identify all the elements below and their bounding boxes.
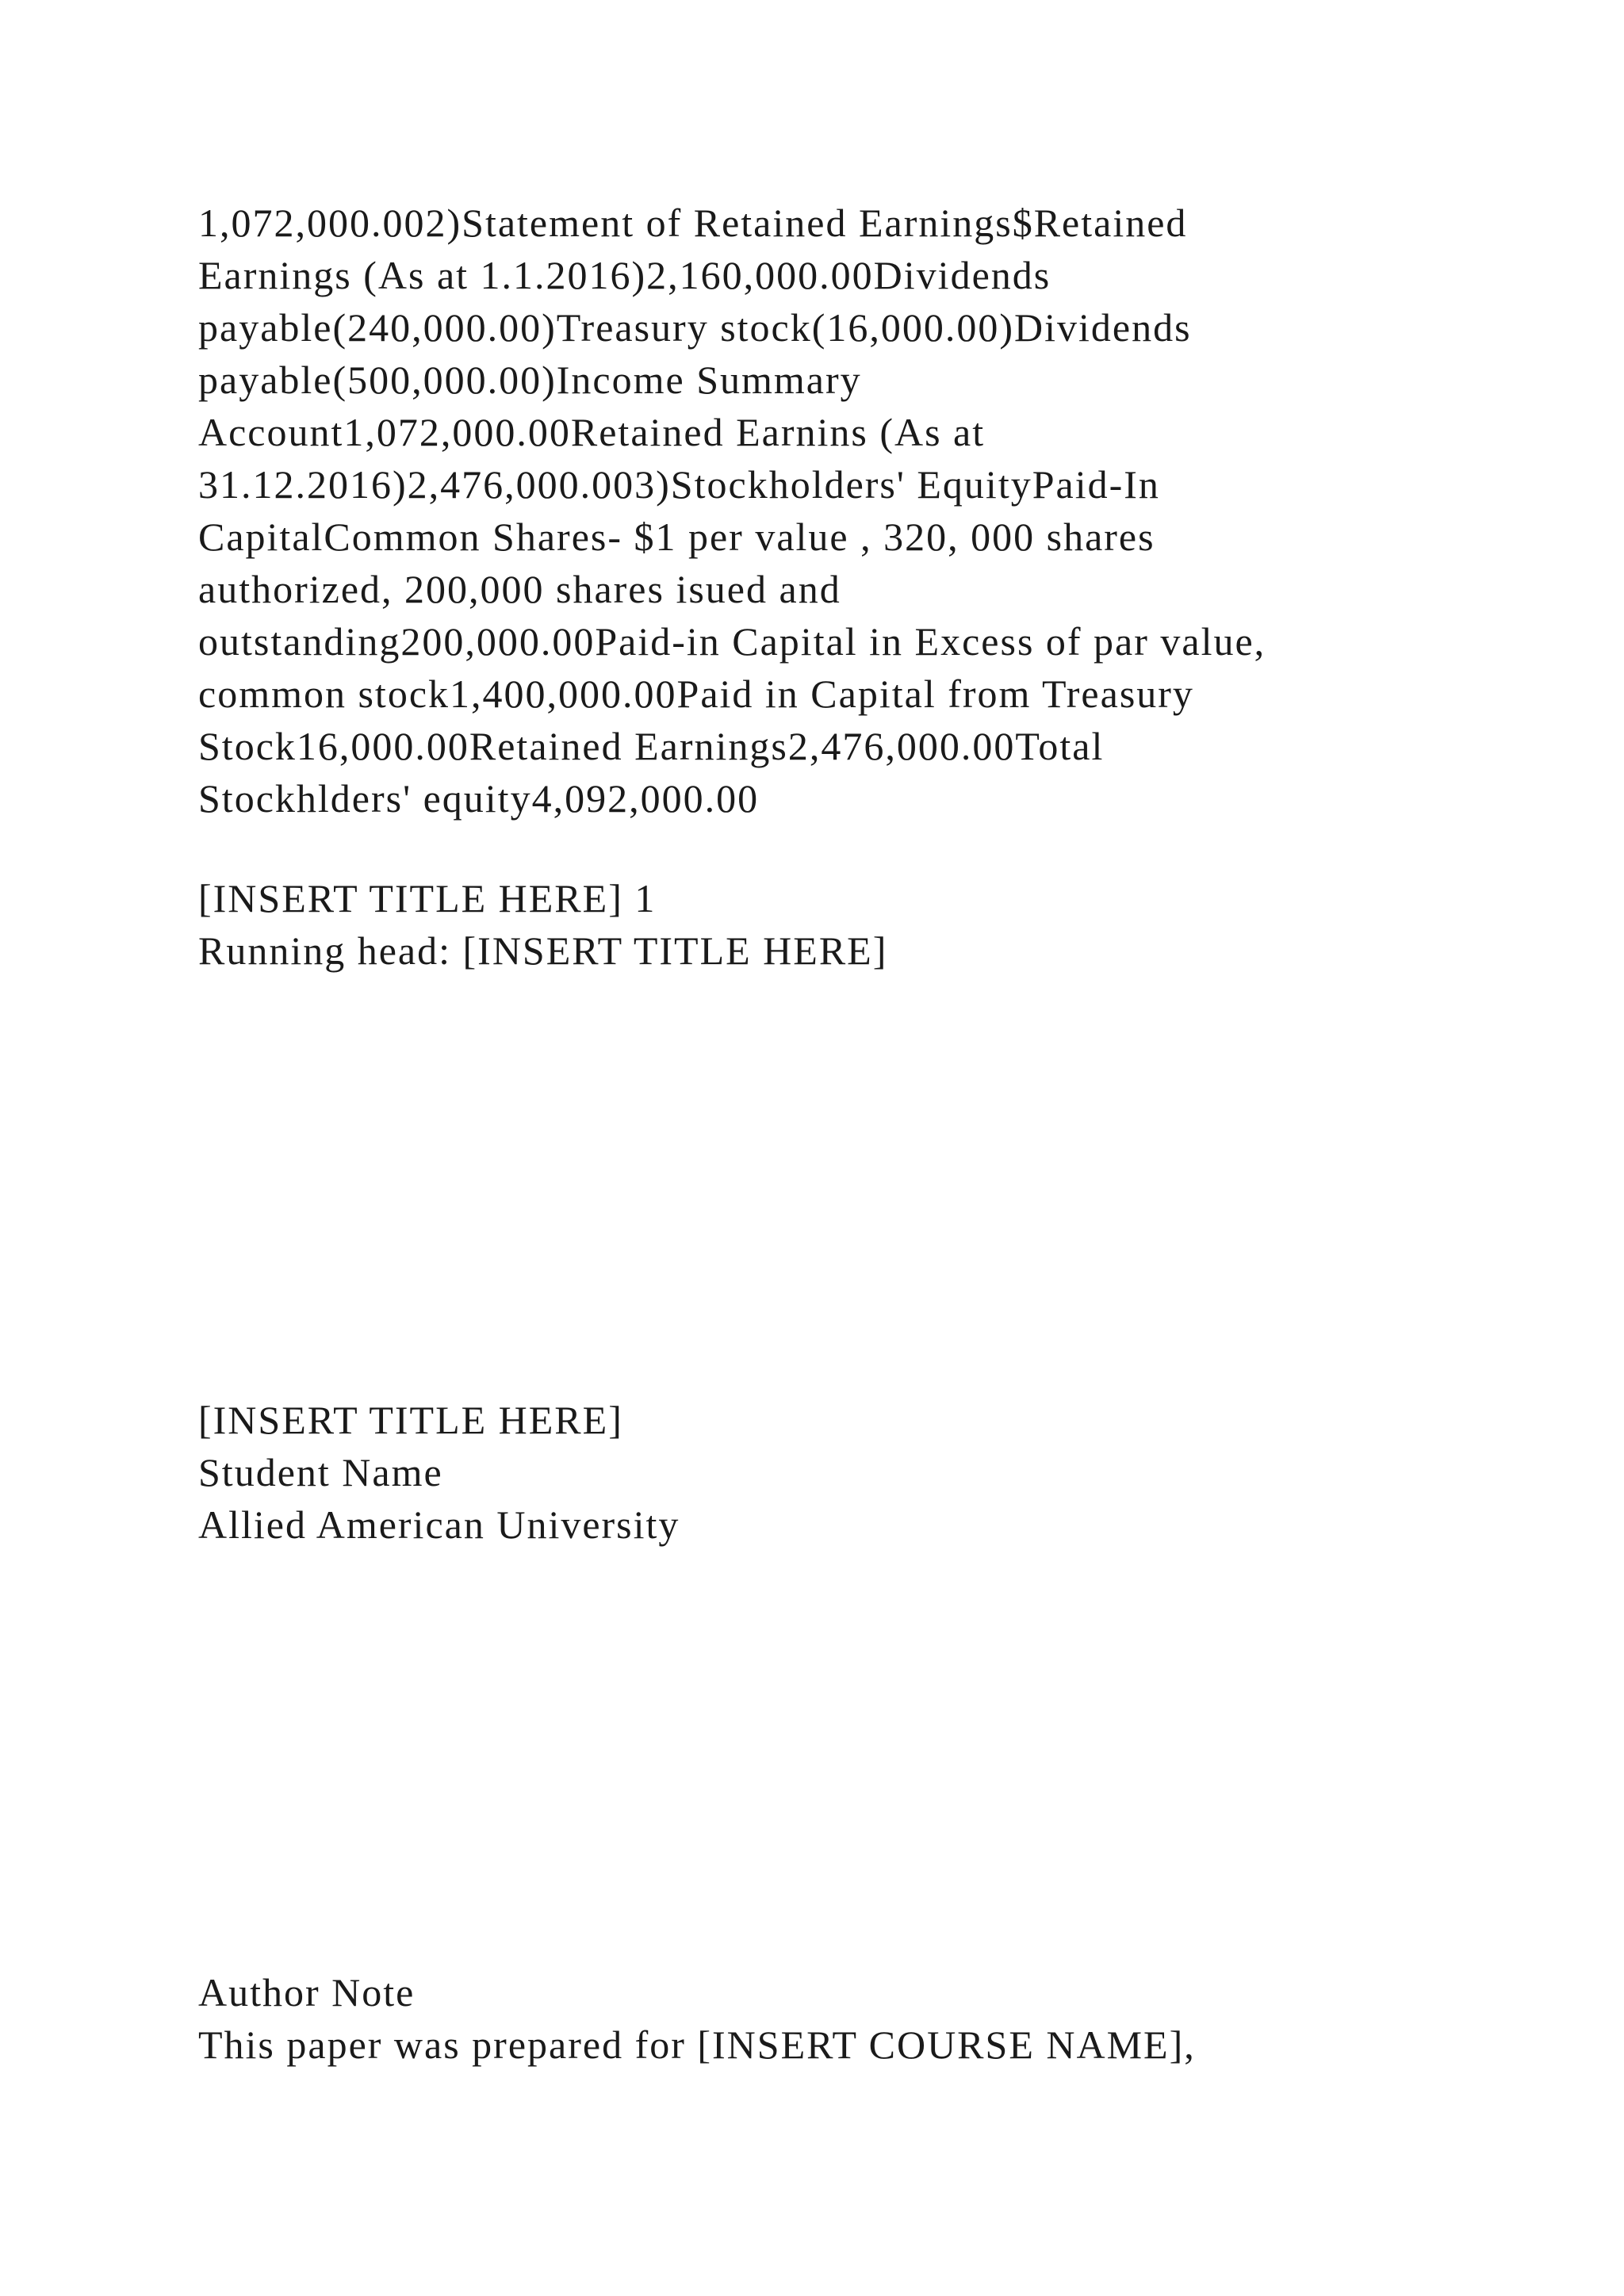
text-line: payable(500,000.00)Income Summary — [198, 358, 862, 402]
text-line: authorized, 200,000 shares isued and — [198, 567, 841, 611]
student-name: Student Name — [198, 1450, 443, 1494]
text-line: Stock16,000.00Retained Earnings2,476,000.00Total — [198, 724, 1105, 768]
text-line: CapitalCommon Shares- $1 per value , 320, 000 shares — [198, 515, 1155, 559]
running-head: Running head: [INSERT TITLE HERE] — [198, 928, 888, 973]
title-page-block — [198, 1394, 1435, 1551]
text-line: common stock1,400,000.00Paid in Capital from Treasury — [198, 672, 1194, 716]
author-note-heading: Author Note — [198, 1970, 416, 2015]
paper-title: [INSERT TITLE HERE] — [198, 1398, 623, 1442]
text-line: Account1,072,000.00Retained Earnins (As at — [198, 410, 986, 454]
text-line: 1,072,000.002)Statement of Retained Earnings$Retained — [198, 201, 1188, 245]
text-line: Stockhlders' equity4,092,000.00 — [198, 776, 760, 821]
text-line: payable(240,000.00)Treasury stock(16,000.00)Dividends — [198, 305, 1192, 350]
financial-statement-text — [198, 197, 1435, 825]
text-line: outstanding200,000.00Paid-in Capital in Excess of par value, — [198, 619, 1266, 664]
page-header — [198, 872, 1435, 977]
author-note-text: This paper was prepared for [INSERT COURSE NAME], — [198, 2022, 1196, 2067]
university-name: Allied American University — [198, 1502, 680, 1547]
page-header-title: [INSERT TITLE HERE] 1 — [198, 876, 657, 920]
author-note — [198, 1966, 1435, 2071]
text-line: 31.12.2016)2,476,000.003)Stockholders' EquityPaid-In — [198, 462, 1160, 507]
text-line: Earnings (As at 1.1.2016)2,160,000.00Dividends — [198, 253, 1051, 297]
